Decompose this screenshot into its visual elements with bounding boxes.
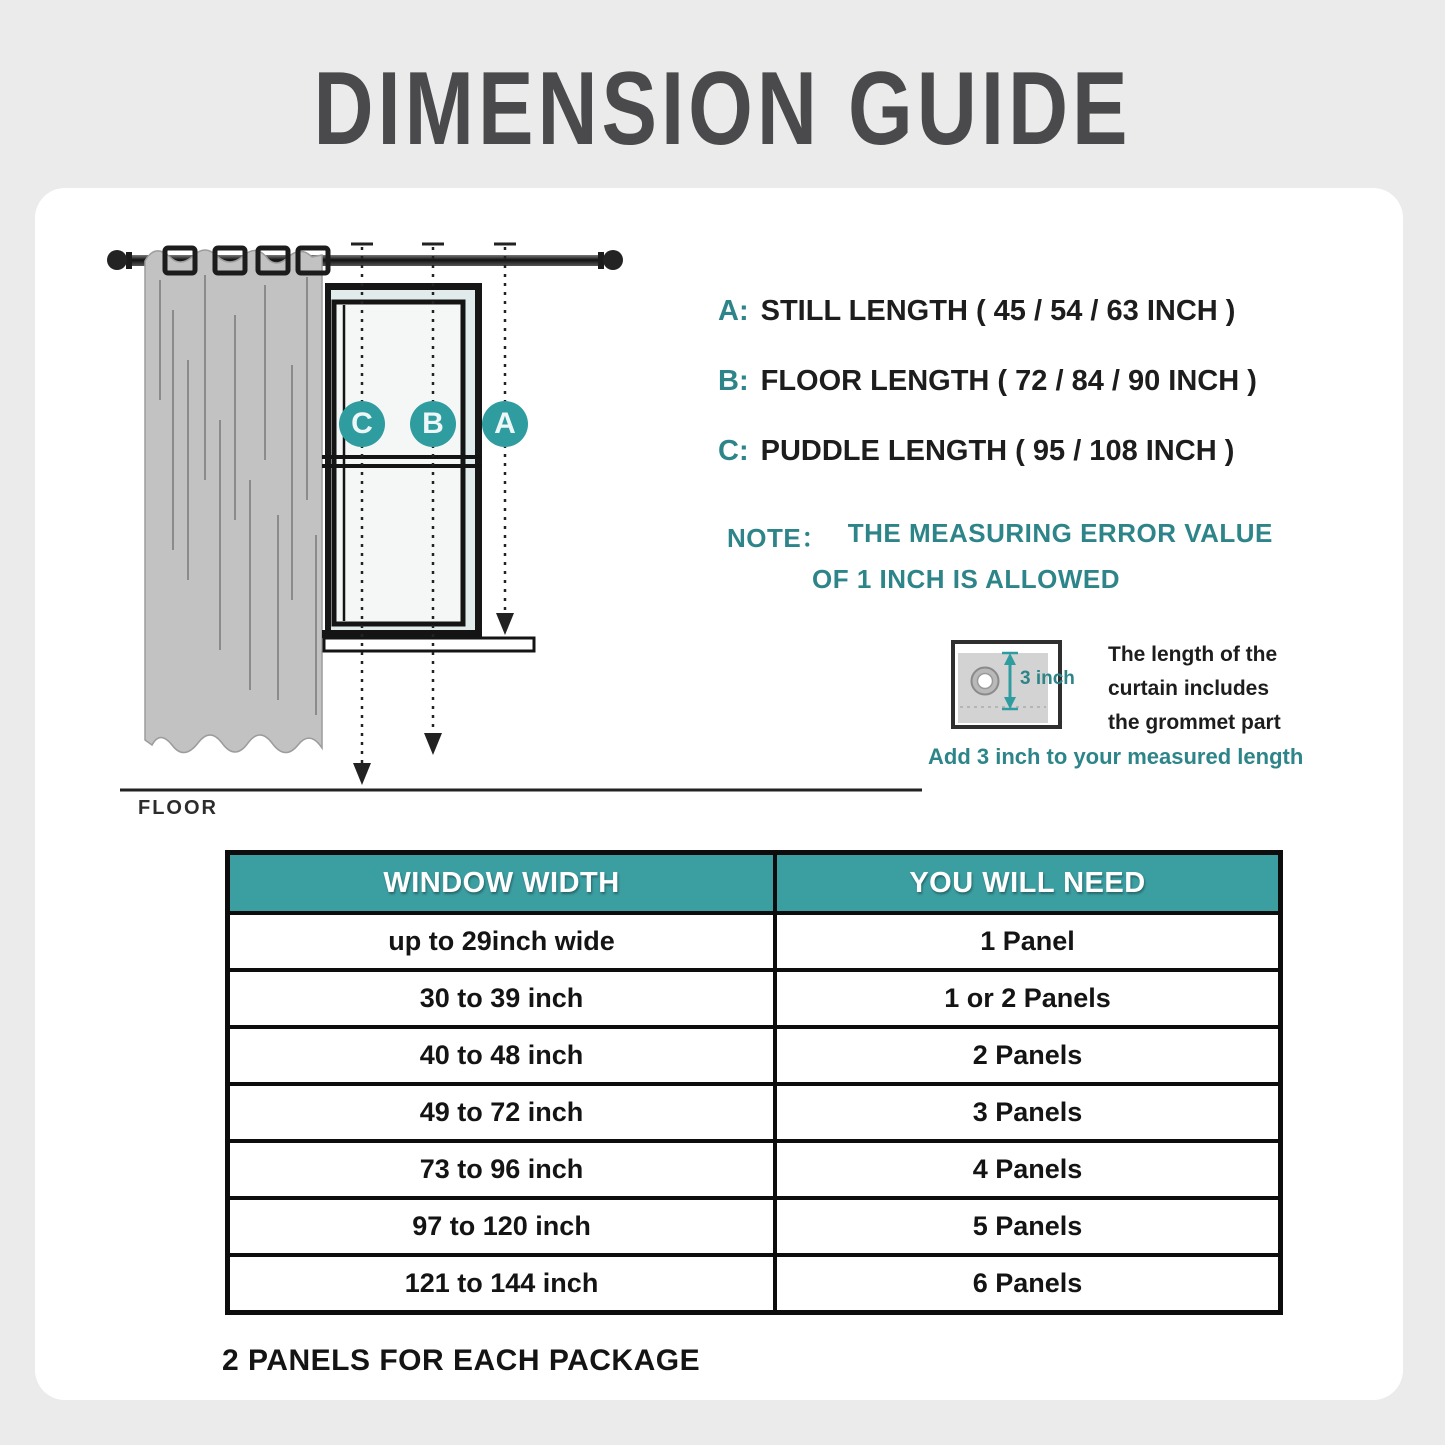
table-row	[228, 913, 1281, 970]
legend-letter-c: C:	[718, 434, 749, 467]
footer-note: 2 PANELS FOR EACH PACKAGE	[222, 1344, 701, 1377]
note-text-line1: THE MEASURING ERROR VALUE	[847, 518, 1273, 548]
marker-b-badge: B	[410, 401, 456, 447]
cell-panels: 2 Panels	[775, 1027, 1280, 1084]
cell-panels: 1 Panel	[775, 913, 1280, 970]
cell-panels: 1 or 2 Panels	[775, 970, 1280, 1027]
note-label: NOTE：	[727, 523, 828, 553]
window	[322, 283, 534, 651]
marker-c-badge: C	[339, 401, 385, 447]
grommet-tip: Add 3 inch to your measured length	[928, 744, 1304, 769]
table-row	[228, 1084, 1281, 1141]
legend-text-c: PUDDLE LENGTH ( 95 / 108 INCH )	[760, 434, 1235, 467]
legend-text-a: STILL LENGTH ( 45 / 54 / 63 INCH )	[760, 294, 1236, 327]
table-row	[228, 1198, 1281, 1255]
curtain-panel	[145, 248, 328, 753]
grommet-measure-label: 3 inch	[1020, 668, 1075, 689]
cell-window-width: 97 to 120 inch	[228, 1198, 776, 1255]
table-header-row	[228, 853, 1281, 914]
legend-still-length	[718, 293, 1235, 329]
cell-panels: 4 Panels	[775, 1141, 1280, 1198]
legend-text-b: FLOOR LENGTH ( 72 / 84 / 90 INCH )	[760, 364, 1257, 397]
measuring-note	[727, 518, 1273, 555]
floor-label: FLOOR	[138, 797, 218, 819]
cell-window-width: up to 29inch wide	[228, 913, 776, 970]
cell-window-width: 73 to 96 inch	[228, 1141, 776, 1198]
rod-finial-right	[603, 250, 623, 270]
cell-window-width: 40 to 48 inch	[228, 1027, 776, 1084]
note-text-line2: OF 1 INCH IS ALLOWED	[812, 564, 1121, 594]
grommet-description-line2: curtain includes	[1108, 677, 1270, 700]
legend-letter-b: B:	[718, 364, 749, 397]
grommet-description-line1: The length of the	[1108, 643, 1278, 666]
legend-puddle-length	[718, 433, 1234, 469]
table-row	[228, 1255, 1281, 1313]
table-row	[228, 970, 1281, 1027]
grommet-description-line3: the grommet part	[1108, 711, 1281, 734]
cell-window-width: 121 to 144 inch	[228, 1255, 776, 1313]
rod-finial-left	[107, 250, 127, 270]
marker-a-badge: A	[482, 401, 528, 447]
header-window-width: WINDOW WIDTH	[228, 853, 776, 914]
table-row	[228, 1141, 1281, 1198]
table-row	[228, 1027, 1281, 1084]
cell-panels: 6 Panels	[775, 1255, 1280, 1313]
legend-floor-length	[718, 363, 1257, 399]
cell-panels: 3 Panels	[775, 1084, 1280, 1141]
window-sash	[334, 302, 463, 624]
grommet-description	[1108, 638, 1281, 740]
legend-letter-a: A:	[718, 294, 749, 327]
page-title: DIMENSION GUIDE	[313, 51, 1132, 167]
cell-window-width: 49 to 72 inch	[228, 1084, 776, 1141]
panel-requirements-table	[225, 850, 1283, 1315]
cell-panels: 5 Panels	[775, 1198, 1280, 1255]
cell-window-width: 30 to 39 inch	[228, 970, 776, 1027]
header-you-will-need: YOU WILL NEED	[775, 853, 1280, 914]
